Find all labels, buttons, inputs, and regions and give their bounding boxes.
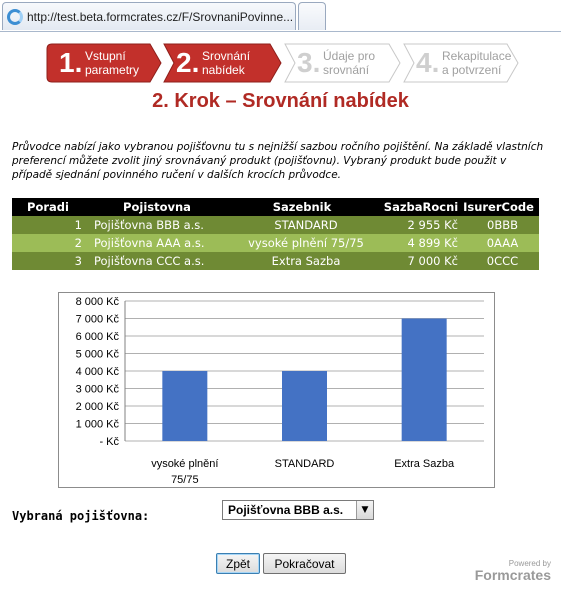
header-poradi: Poradi [27,200,69,214]
header-sazbarocni: SazbaRocni [383,200,459,214]
y-tick-label: 4 000 Kč [75,366,119,378]
cell-sazebnik: Extra Sazba [271,254,341,268]
x-tick-label: STANDARD [274,458,335,470]
step-4-number: 4. [416,47,440,78]
cell-poradi: 3 [74,254,82,268]
cell-pojistovna: Pojišťovna CCC a.s. [94,254,205,268]
rate-chart [58,292,495,488]
table-header [12,198,539,216]
step-3[interactable] [284,43,402,83]
tab-url: http://test.beta.formcrates.cz/F/SrovnaniPovinne... [27,9,294,24]
new-tab-button[interactable] [298,2,326,30]
cell-isurercode: 0BBB [487,218,518,232]
cell-pojistovna: Pojišťovna AAA a.s. [94,236,205,250]
cell-isurercode: 0AAA [486,236,519,250]
y-tick-label: 6 000 Kč [75,331,119,343]
x-tick-label: 75/75 [171,474,199,486]
cell-pojistovna: Pojišťovna BBB a.s. [94,218,204,232]
header-pojistovna: Pojistovna [123,200,191,214]
cell-sazbarocni: 2 955 Kč [407,218,458,232]
insurer-select[interactable] [222,500,374,520]
bar [162,371,207,441]
rate-chart-svg [59,293,494,487]
step-1-number: 1. [59,47,83,78]
cell-sazebnik: STANDARD [274,218,338,232]
step-2-label: Srovnání nabídek [202,49,251,77]
step-2-number: 2. [176,47,200,78]
step-4-label: Rekapitulace a potvrzení [442,49,512,77]
step-3-label: Údaje pro srovnání [323,49,376,77]
powered-by-logo [475,559,551,583]
dropdown-arrow-icon[interactable]: ▼ [356,501,373,519]
cell-isurercode: 0CCC [486,254,519,268]
bar [282,371,327,441]
cell-sazbarocni: 4 899 Kč [407,236,458,250]
y-tick-label: 7 000 Kč [75,313,119,326]
intro-text: Průvodce nabízí jako vybranou pojišťovnu tu s nejnižší sazbou ročního pojištění. Na základě vlastních preferencí můžete zvolit jiný srovnávaný produkt (pojišťovnu). Vybraný produkt bude použit v případě sjednání povinného ručení v dalších krocích průvodce. [12,141,544,181]
offers-table [12,198,539,270]
step-1[interactable] [46,43,162,83]
x-tick-label: Extra Sazba [394,458,455,470]
table-row[interactable] [12,234,539,252]
y-tick-label: 5 000 Kč [75,348,119,361]
y-tick-label: 8 000 Kč [75,296,119,308]
cell-poradi: 2 [74,236,82,250]
back-button[interactable]: Zpět [216,553,260,574]
browser-tab-bar [0,0,561,32]
browser-tab[interactable] [2,2,296,30]
selected-insurer-label: Vybraná pojišťovna: [12,509,150,523]
header-sazebnik: Sazebnik [272,200,332,214]
cell-sazebnik: vysoké plnění 75/75 [248,236,364,250]
step-1-label: Vstupní parametry [85,49,140,77]
continue-button[interactable]: Pokračovat [263,553,346,574]
table-row[interactable] [12,252,539,270]
y-tick-label: 2 000 Kč [75,401,119,413]
page-title: 2. Krok – Srovnání nabídek [152,90,409,112]
y-tick-label: 1 000 Kč [75,418,119,431]
table-row[interactable] [12,216,539,234]
powered-by-text: Powered by [508,559,551,568]
step-3-number: 3. [297,47,321,78]
brand-name: Formcrates [474,567,551,583]
x-tick-label: vysoké plnění [151,458,219,470]
step-2[interactable] [163,43,283,83]
loading-icon [7,9,23,25]
cell-poradi: 1 [74,218,82,232]
header-isurercode: IsurerCode [463,200,534,214]
y-tick-label: 3 000 Kč [75,383,119,396]
wizard-steps [46,43,520,85]
cell-sazbarocni: 7 000 Kč [407,254,458,268]
step-4[interactable] [403,43,520,83]
bar [402,319,447,442]
y-tick-label: - Kč [99,436,119,448]
insurer-select-value: Pojišťovna BBB a.s. [228,503,344,517]
